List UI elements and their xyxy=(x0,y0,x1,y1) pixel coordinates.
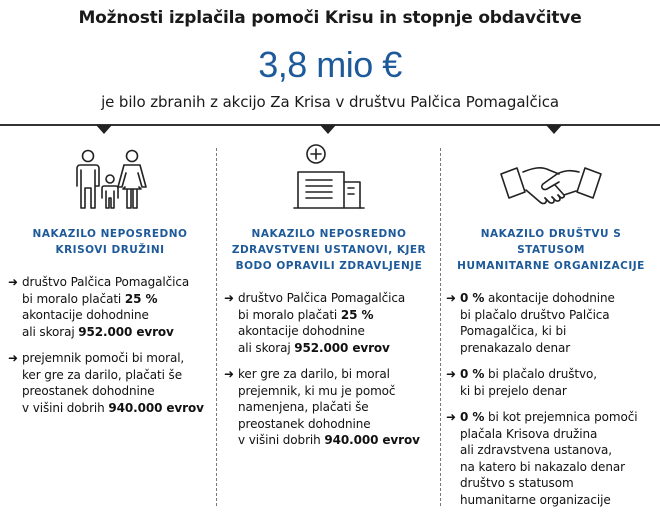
page-title: Možnosti izplačila pomoči Krisu in stopnje obdavčitve xyxy=(78,8,582,28)
hospital-icon xyxy=(292,144,366,210)
bullet-text: ali zdravstvena ustanova, xyxy=(460,443,612,457)
column-hospital xyxy=(224,140,434,459)
bullet-text: bi plačalo društvo Palčica xyxy=(460,307,610,322)
arrow-icon: ➜ xyxy=(8,351,18,365)
bullet-highlight: 0 % xyxy=(460,367,485,381)
arrow-icon: ➜ xyxy=(224,291,234,305)
bullet-line xyxy=(238,366,434,383)
bullet-line xyxy=(460,459,656,476)
bullet-item xyxy=(446,409,656,508)
bullet-text: plačala Krisova družina xyxy=(460,426,598,441)
bullet-line xyxy=(22,367,212,384)
bullet-line xyxy=(460,475,656,492)
bullet-line xyxy=(238,383,434,400)
bullet-text: bi kot prejemnica pomoči xyxy=(484,410,638,424)
bullet-text: prejemnik pomoči bi moral, xyxy=(22,351,185,365)
heading-line: ZDRAVSTVENI USTANOVI, KJER xyxy=(231,244,427,256)
heading-line: NAKAZILO DRUŠTVU S STATUSOM xyxy=(480,228,622,256)
column-heading xyxy=(224,226,434,274)
column-family xyxy=(8,140,212,426)
bullet-highlight: 952.000 evrov xyxy=(78,324,174,339)
bullet-line xyxy=(460,366,656,383)
bullet-highlight: 25 % xyxy=(340,307,374,322)
bullet-line xyxy=(238,432,434,449)
bullet-line xyxy=(238,340,434,357)
bullet-text: Pomagalčica, ki bi xyxy=(460,324,567,338)
bullet-line xyxy=(460,307,656,324)
bullet-text: akontacije dohodnine xyxy=(22,308,149,322)
bullet-text: humanitarne organizacije xyxy=(460,492,611,507)
heading-line: KRISOVI DRUŽINI xyxy=(55,244,165,256)
bullet-highlight: 940.000 evrov xyxy=(108,400,204,415)
arrow-icon: ➜ xyxy=(224,367,234,381)
arrow-icon: ➜ xyxy=(446,410,456,424)
bullet-text: ker gre za darilo, plačati še xyxy=(22,367,182,382)
bullet-line xyxy=(460,426,656,443)
heading-line: HUMANITARNE ORGANIZACIJE xyxy=(457,260,645,272)
bullet-highlight: 0 % xyxy=(460,410,485,424)
bullet-text: v višini dobrih xyxy=(22,400,109,415)
bullet-line xyxy=(238,323,434,340)
heading-line: NAKAZILO NEPOSREDNO xyxy=(32,228,188,240)
bullet-text: akontacije dohodnine xyxy=(238,324,365,338)
bullet-text: preostanek dohodnine xyxy=(238,416,371,431)
bullet-text: prenakazalo denar xyxy=(460,340,571,355)
bullet-text: v višini dobrih xyxy=(238,433,325,447)
bullet-line xyxy=(238,399,434,416)
bullet-text: ali skoraj xyxy=(238,340,295,355)
bullet-text: društvo Palčica Pomagalčica xyxy=(238,291,406,305)
bullet-line xyxy=(22,383,212,400)
arrow-icon: ➜ xyxy=(8,275,18,289)
bullet-text: bi moralo plačati xyxy=(22,291,125,306)
pointer-triangle-2 xyxy=(320,125,336,134)
bullet-line xyxy=(22,274,212,291)
bullet-text: preostanek dohodnine xyxy=(22,384,155,398)
heading-line: NAKAZILO NEPOSREDNO xyxy=(251,228,407,240)
arrow-icon: ➜ xyxy=(446,367,456,381)
bullet-text: na katero bi nakazalo denar xyxy=(460,459,625,474)
bullet-list xyxy=(8,274,212,416)
bullet-line xyxy=(460,290,656,307)
bullet-text: ali skoraj xyxy=(22,324,79,339)
bullet-text: akontacije dohodnine xyxy=(484,291,615,305)
bullet-line xyxy=(460,492,656,509)
arrow-icon: ➜ xyxy=(446,291,456,305)
bullet-highlight: 940.000 evrov xyxy=(324,433,420,447)
bullet-line xyxy=(22,324,212,341)
bullet-text: društvo s statusom xyxy=(460,476,574,490)
column-heading xyxy=(446,226,656,274)
bullet-line xyxy=(238,290,434,307)
bullet-list xyxy=(446,290,656,508)
bullet-item xyxy=(446,290,656,356)
page-subtitle: je bilo zbranih z akcijo Za Krisa v društvu Palčica Pomagalčica xyxy=(101,93,559,111)
bullet-line xyxy=(22,350,212,367)
heading-line: BODO OPRAVILI ZDRAVLJENJE xyxy=(235,260,423,272)
bullet-line xyxy=(460,383,656,400)
bullet-item xyxy=(446,366,656,399)
bullet-text: društvo Palčica Pomagalčica xyxy=(22,275,190,289)
bullet-line xyxy=(22,400,212,417)
family-icon xyxy=(70,148,150,210)
bullet-text: ki bi prejelo denar xyxy=(460,383,567,398)
column-heading xyxy=(8,226,212,258)
bullet-item xyxy=(224,290,434,356)
column-divider-2 xyxy=(440,148,441,506)
bullet-highlight: 25 % xyxy=(124,291,158,306)
bullet-line xyxy=(238,416,434,433)
bullet-line xyxy=(22,307,212,324)
handshake-icon xyxy=(499,160,603,210)
bullet-text: prejemnik, ki mu je pomoč xyxy=(238,383,396,398)
bullet-item xyxy=(224,366,434,449)
pointer-triangle-1 xyxy=(96,125,112,134)
column-divider-1 xyxy=(216,148,217,506)
bullet-line xyxy=(460,323,656,340)
bullet-highlight: 0 % xyxy=(460,291,485,305)
bullet-line xyxy=(22,291,212,308)
bullet-line xyxy=(460,409,656,426)
bullet-line xyxy=(460,442,656,459)
bullet-item xyxy=(8,274,212,340)
bullet-text: namenjena, plačati še xyxy=(238,400,369,414)
pointer-triangle-3 xyxy=(546,125,562,134)
bullet-text: ker gre za darilo, bi moral xyxy=(238,367,390,381)
bullet-highlight: 952.000 evrov xyxy=(294,340,390,355)
bullet-list xyxy=(224,290,434,449)
column-humanitarian xyxy=(446,140,656,518)
total-amount: 3,8 mio € xyxy=(258,44,402,85)
bullet-item xyxy=(8,350,212,416)
bullet-text: bi moralo plačati xyxy=(238,307,341,322)
bullet-text: bi plačalo društvo, xyxy=(484,367,597,381)
bullet-line xyxy=(460,340,656,357)
bullet-line xyxy=(238,307,434,324)
